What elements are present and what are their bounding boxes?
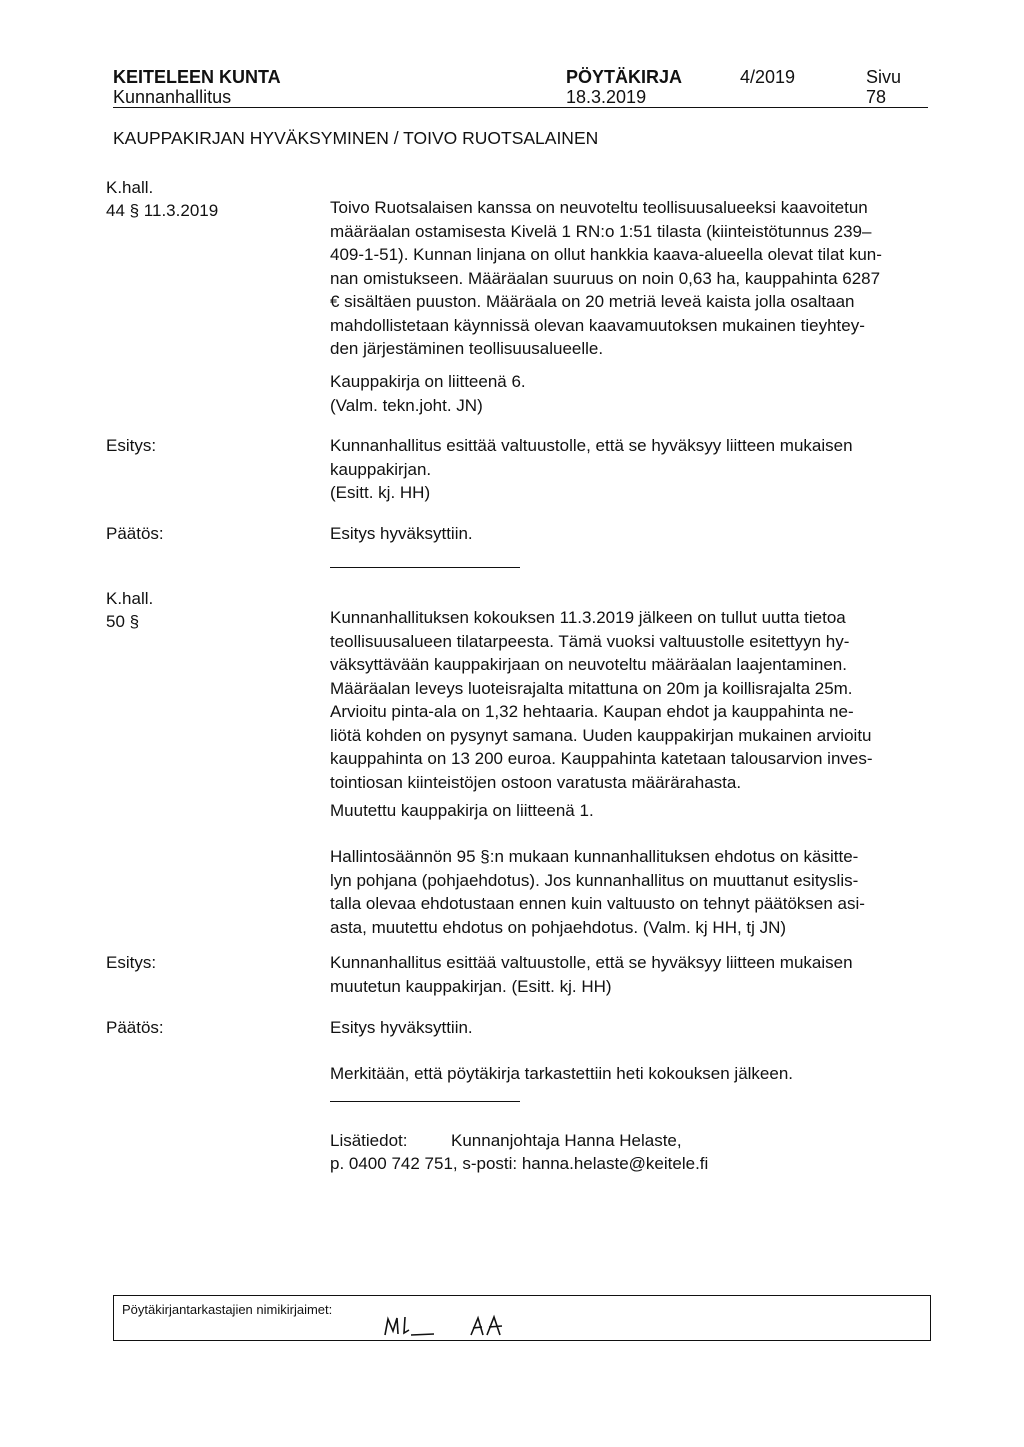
s1-line-2: määräalan ostamisesta Kivelä 1 RN:o 1:51 tilasta (kiinteistötunnus 239– [330, 221, 872, 241]
s2-line-4: Määräalan leveys luoteisrajalta mitattuna on 20m ja koillisrajalta 25m. [330, 678, 853, 698]
section2-attachment-note: Muutettu kauppakirja on liitteenä 1. [330, 801, 594, 820]
section1-body: K.hall. [106, 178, 154, 197]
section1-notes [330, 370, 928, 417]
s1-line-1: Toivo Ruotsalaisen kanssa on neuvoteltu teollisuusalueeksi kaavoitetun [330, 198, 868, 217]
page-number: 78 [866, 87, 887, 107]
s1-proposal-line-2: kauppakirjan. [330, 459, 432, 479]
header-rule [113, 107, 928, 108]
initials-signature-1 [382, 1314, 438, 1338]
section2-end-rule [330, 1101, 520, 1102]
body-name: Kunnanhallitus [113, 87, 232, 107]
s2-line-5: Arvioitu pinta-ala on 1,32 hehtaaria. Kaupan ehdot ja kauppahinta ne- [330, 702, 854, 721]
section2-ref: 50 § [106, 612, 140, 631]
s2-rule-line-4: asta, muutettu ehdotus on pohjaehdotus. (Valm. kj HH, tj JN) [330, 917, 787, 937]
s2-proposal-line-1: Kunnanhallitus esittää valtuustolle, että se hyväksyy liitteen mukaisen [330, 953, 853, 972]
municipality-name: KEITELEEN KUNTA [113, 67, 281, 87]
section2-rule-paragraph [330, 845, 928, 939]
inspectors-initials-label: Pöytäkirjantarkastajien nimikirjaimet: [122, 1302, 333, 1317]
document-number: 4/2019 [740, 67, 796, 87]
section2-proposal [330, 951, 928, 998]
initials-signature-2 [468, 1314, 520, 1338]
s2-line-3: väksyttävään kauppakirjaan on neuvoteltu määräalan laajentaminen. [330, 655, 847, 674]
section2-proposal-label: Esitys: [106, 953, 157, 972]
section2-body: K.hall. [106, 589, 154, 608]
section1-decision: Esitys hyväksyttiin. [330, 524, 473, 543]
section1-decision-label: Päätös: [106, 524, 164, 543]
contact-name: Kunnanjohtaja Hanna Helaste, [451, 1131, 682, 1150]
section1-paragraph [330, 196, 928, 361]
section2-remark: Merkitään, että pöytäkirja tarkastettiin heti kokouksen jälkeen. [330, 1064, 794, 1083]
s2-line-6: liötä kohden on pysynyt samana. Uuden kauppakirjan mukainen arvioitu [330, 725, 872, 745]
s1-attachment-note: Kauppakirja on liitteenä 6. [330, 372, 526, 391]
s1-proposal-line-1: Kunnanhallitus esittää valtuustolle, että se hyväksyy liitteen mukaisen [330, 436, 853, 455]
section2-decision: Esitys hyväksyttiin. [330, 1018, 473, 1037]
document-type: PÖYTÄKIRJA [566, 67, 683, 87]
inspectors-initials-box [113, 1295, 931, 1341]
s2-line-2: teollisuusalueen tilatarpeesta. Tämä vuoksi valtuustolle esitettyyn hy- [330, 631, 850, 651]
s1-line-5: € sisältäen puuston. Määräala on 20 metriä leveä kaista jolla osaltaan [330, 292, 855, 311]
s2-line-1: Kunnanhallituksen kokouksen 11.3.2019 jälkeen on tullut uutta tietoa [330, 608, 846, 627]
section1-ref: 44 § 11.3.2019 [106, 201, 219, 220]
section1-proposal [330, 434, 928, 505]
s1-line-3: 409-1-51). Kunnan linjana on ollut hankkia kaava-alueella olevat tilat kun- [330, 245, 882, 264]
page-label: Sivu [866, 67, 902, 87]
s2-line-8: tointiosan kiinteistöjen ostoon varatusta määrärahasta. [330, 772, 742, 792]
s2-rule-line-3: talla olevaa ehdotustaan ennen kuin valtuusto on tehnyt päätöksen asi- [330, 894, 865, 913]
section1-proposal-label: Esitys: [106, 436, 157, 455]
section1-end-rule [330, 567, 520, 568]
contact-details: p. 0400 742 751, s-posti: hanna.helaste@keitele.fi [330, 1154, 709, 1173]
contact-label: Lisätiedot: [330, 1131, 408, 1150]
s1-line-4: nan omistukseen. Määräalan suuruus on noin 0,63 ha, kauppahinta 6287 [330, 268, 881, 288]
s2-rule-line-1: Hallintosäännön 95 §:n mukaan kunnanhallituksen ehdotus on käsitte- [330, 847, 859, 866]
s1-line-7: den järjestäminen teollisuusalueelle. [330, 339, 604, 358]
section2-paragraph [330, 606, 928, 794]
page-title: KAUPPAKIRJAN HYVÄKSYMINEN / TOIVO RUOTSALAINEN [113, 128, 599, 148]
s1-proposal-line-3: (Esitt. kj. HH) [330, 483, 431, 502]
s2-line-7: kauppahinta on 13 200 euroa. Kauppahinta katetaan talousarvion inves- [330, 749, 873, 768]
s1-prepared-by: (Valm. tekn.joht. JN) [330, 395, 483, 415]
meeting-date: 18.3.2019 [566, 87, 647, 107]
s1-line-6: mahdollistetaan käynnissä olevan kaavamuutoksen mukainen tieyhtey- [330, 315, 865, 335]
s2-proposal-line-2: muutetun kauppakirjan. (Esitt. kj. HH) [330, 976, 612, 996]
s2-rule-line-2: lyn pohjana (pohjaehdotus). Jos kunnanhallitus on muuttanut esityslis- [330, 870, 859, 890]
section2-decision-label: Päätös: [106, 1018, 164, 1037]
